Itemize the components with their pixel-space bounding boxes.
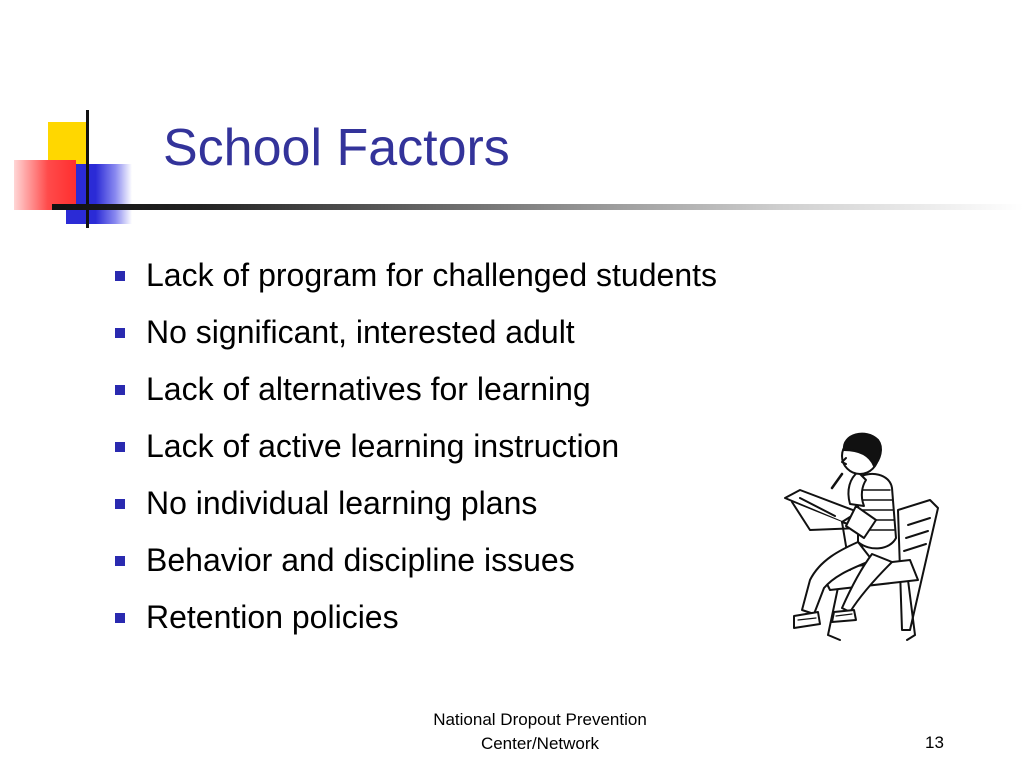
square-bullet-icon: [115, 556, 125, 566]
bullet-text: Lack of program for challenged students: [146, 257, 717, 293]
square-bullet-icon: [115, 328, 125, 338]
square-bullet-icon: [115, 613, 125, 623]
footer-line-1: National Dropout Prevention: [433, 710, 647, 729]
bullet-text: Lack of alternatives for learning: [146, 371, 591, 407]
footer-organization: [380, 708, 700, 756]
bullet-item: [115, 589, 717, 646]
page-number: 13: [925, 733, 944, 752]
bullet-text: Lack of active learning instruction: [146, 428, 620, 464]
student-at-desk-illustration: [780, 430, 950, 650]
square-bullet-icon: [115, 385, 125, 395]
footer-line-2: Center/Network: [480, 734, 600, 753]
title-underline: [52, 204, 1024, 210]
bullet-item: [115, 361, 717, 418]
square-bullet-icon: [115, 271, 125, 281]
bullet-text: No significant, interested adult: [146, 314, 575, 350]
bullet-text: Behavior and discipline issues: [146, 542, 575, 578]
bullet-item: [115, 418, 717, 475]
bullet-item: [115, 304, 717, 361]
bullet-item: [115, 247, 717, 304]
square-bullet-icon: [115, 442, 125, 452]
vertical-divider: [86, 110, 89, 228]
bullet-item: [115, 532, 717, 589]
square-bullet-icon: [115, 499, 125, 509]
bullet-text: No individual learning plans: [146, 485, 538, 521]
bullet-text: Retention policies: [146, 599, 399, 635]
red-square: [14, 160, 76, 210]
slide-title: School Factors: [163, 119, 510, 177]
bullet-item: [115, 475, 717, 532]
bullet-list: [115, 247, 717, 646]
